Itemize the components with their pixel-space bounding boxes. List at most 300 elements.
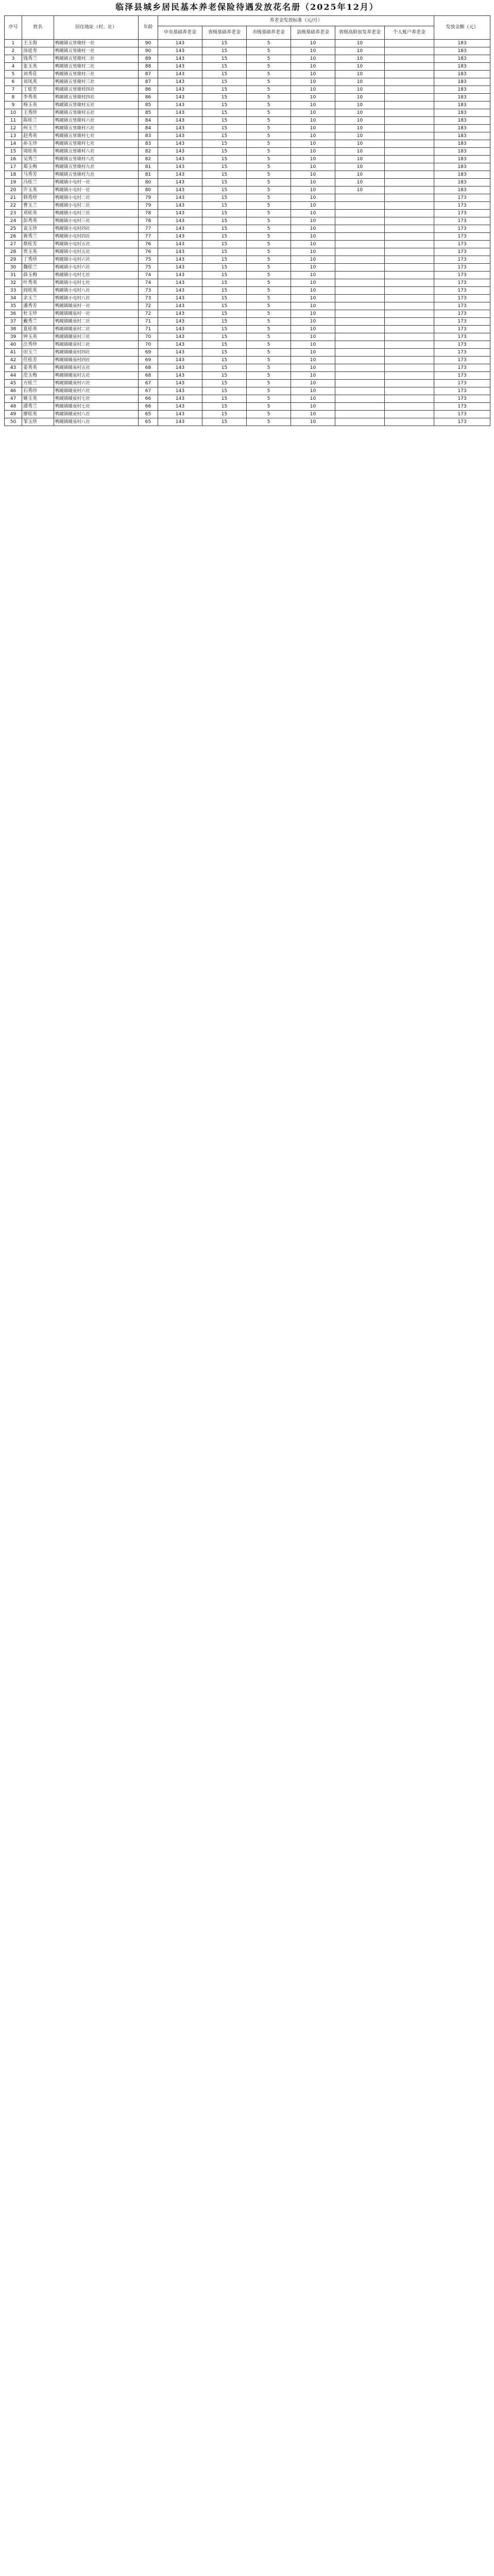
cell-no: 2: [5, 47, 22, 55]
cell-no: 9: [5, 101, 22, 109]
cell-age: 68: [139, 364, 158, 372]
cell-age: 82: [139, 148, 158, 156]
cell-provincial-base: 15: [202, 148, 247, 156]
cell-address: 鸭暖镇暖泉村一社: [54, 302, 139, 310]
table-row: [5, 194, 490, 202]
table-row: [5, 55, 490, 63]
cell-personal-account: [385, 295, 434, 302]
cell-address: 鸭暖镇暖泉村七社: [54, 403, 139, 411]
cell-address: 鸭暖镇小屯村八社: [54, 295, 139, 302]
cell-personal-account: [385, 217, 434, 225]
cell-address: 鸭暖镇暖泉村六社: [54, 387, 139, 395]
cell-city-base: 5: [247, 156, 291, 163]
cell-provincial-base: 15: [202, 241, 247, 248]
cell-personal-account: [385, 341, 434, 349]
cell-age: 65: [139, 418, 158, 426]
cell-city-base: 5: [247, 179, 291, 187]
header-personal-account: 个人账户养老金: [385, 26, 434, 40]
cell-provincial-base: 15: [202, 357, 247, 364]
cell-city-base: 5: [247, 148, 291, 156]
cell-elderly-extra: [335, 333, 385, 341]
cell-address: 鸭暖镇五里墩村四社: [54, 86, 139, 94]
cell-age: 72: [139, 302, 158, 310]
cell-elderly-extra: 10: [335, 55, 385, 63]
table-row: [5, 279, 490, 287]
cell-address: 鸭暖镇暖泉村八社: [54, 418, 139, 426]
table-row: [5, 171, 490, 179]
cell-central-base: 143: [158, 341, 202, 349]
header-provincial-base: 省级基础养老金: [202, 26, 247, 40]
cell-central-base: 143: [158, 302, 202, 310]
cell-county-base: 10: [291, 132, 335, 140]
cell-city-base: 5: [247, 380, 291, 387]
cell-personal-account: [385, 47, 434, 55]
cell-provincial-base: 15: [202, 117, 247, 125]
cell-age: 81: [139, 163, 158, 171]
cell-county-base: 10: [291, 202, 335, 210]
cell-address: 鸭暖镇暖泉村二社: [54, 326, 139, 333]
table-row: [5, 295, 490, 302]
table-row: [5, 357, 490, 364]
cell-total: 173: [434, 225, 490, 233]
cell-personal-account: [385, 248, 434, 256]
table-row: [5, 264, 490, 272]
cell-address: 鸭暖镇五里墩村四社: [54, 94, 139, 101]
cell-city-base: 5: [247, 248, 291, 256]
cell-central-base: 143: [158, 171, 202, 179]
table-row: [5, 101, 490, 109]
cell-name: 蒋秀兰: [22, 233, 54, 241]
cell-elderly-extra: [335, 357, 385, 364]
cell-elderly-extra: [335, 272, 385, 279]
cell-personal-account: [385, 125, 434, 132]
cell-no: 21: [5, 194, 22, 202]
cell-elderly-extra: 10: [335, 63, 385, 71]
cell-city-base: 5: [247, 341, 291, 349]
cell-county-base: 10: [291, 302, 335, 310]
cell-name: 周桂英: [22, 148, 54, 156]
cell-county-base: 10: [291, 395, 335, 403]
cell-city-base: 5: [247, 357, 291, 364]
cell-personal-account: [385, 310, 434, 318]
cell-personal-account: [385, 78, 434, 86]
cell-total: 173: [434, 248, 490, 256]
cell-total: 173: [434, 387, 490, 395]
cell-provincial-base: 15: [202, 171, 247, 179]
table-row: [5, 109, 490, 117]
cell-central-base: 143: [158, 295, 202, 302]
cell-name: 薛玉梅: [22, 272, 54, 279]
cell-provincial-base: 15: [202, 140, 247, 148]
cell-total: 173: [434, 341, 490, 349]
cell-name: 潘秀芳: [22, 302, 54, 310]
cell-central-base: 143: [158, 187, 202, 194]
cell-total: 173: [434, 302, 490, 310]
cell-central-base: 143: [158, 194, 202, 202]
cell-total: 183: [434, 78, 490, 86]
cell-elderly-extra: 10: [335, 179, 385, 187]
cell-elderly-extra: [335, 341, 385, 349]
table-row: [5, 202, 490, 210]
cell-total: 173: [434, 333, 490, 341]
cell-total: 183: [434, 148, 490, 156]
table-row: [5, 333, 490, 341]
table-row: [5, 318, 490, 326]
cell-age: 78: [139, 217, 158, 225]
cell-no: 31: [5, 272, 22, 279]
cell-provincial-base: 15: [202, 47, 247, 55]
cell-county-base: 10: [291, 140, 335, 148]
cell-county-base: 10: [291, 318, 335, 326]
cell-age: 82: [139, 156, 158, 163]
cell-provincial-base: 15: [202, 248, 247, 256]
cell-city-base: 5: [247, 125, 291, 132]
cell-address: 鸭暖镇暖泉村四社: [54, 349, 139, 357]
cell-no: 11: [5, 117, 22, 125]
cell-total: 173: [434, 264, 490, 272]
cell-no: 8: [5, 94, 22, 101]
cell-personal-account: [385, 357, 434, 364]
cell-personal-account: [385, 210, 434, 217]
cell-name: 任桂芳: [22, 357, 54, 364]
cell-city-base: 5: [247, 302, 291, 310]
cell-personal-account: [385, 279, 434, 287]
cell-no: 16: [5, 156, 22, 163]
cell-provincial-base: 15: [202, 349, 247, 357]
table-row: [5, 364, 490, 372]
cell-name: 廖桂英: [22, 411, 54, 418]
cell-central-base: 143: [158, 372, 202, 380]
cell-central-base: 143: [158, 279, 202, 287]
cell-no: 25: [5, 225, 22, 233]
cell-city-base: 5: [247, 403, 291, 411]
document-title: 临泽县城乡居民基本养老保险待遇发放花名册（2025年12月）: [115, 2, 379, 12]
cell-central-base: 143: [158, 125, 202, 132]
cell-age: 79: [139, 194, 158, 202]
cell-county-base: 10: [291, 63, 335, 71]
table-row: [5, 132, 490, 140]
table-row: [5, 63, 490, 71]
cell-address: 鸭暖镇小屯村一社: [54, 187, 139, 194]
cell-elderly-extra: [335, 387, 385, 395]
cell-age: 87: [139, 71, 158, 78]
cell-personal-account: [385, 349, 434, 357]
cell-provincial-base: 15: [202, 156, 247, 163]
cell-total: 173: [434, 287, 490, 295]
cell-city-base: 5: [247, 318, 291, 326]
cell-city-base: 5: [247, 287, 291, 295]
cell-elderly-extra: [335, 418, 385, 426]
cell-age: 76: [139, 248, 158, 256]
cell-name: 姜秀英: [22, 364, 54, 372]
table-row: [5, 387, 490, 395]
cell-name: 郑玉梅: [22, 163, 54, 171]
cell-no: 40: [5, 341, 22, 349]
cell-city-base: 5: [247, 225, 291, 233]
cell-provincial-base: 15: [202, 94, 247, 101]
cell-personal-account: [385, 372, 434, 380]
cell-personal-account: [385, 387, 434, 395]
cell-city-base: 5: [247, 117, 291, 125]
cell-name: 范玉梅: [22, 372, 54, 380]
cell-total: 173: [434, 364, 490, 372]
cell-provincial-base: 15: [202, 194, 247, 202]
table-row: [5, 248, 490, 256]
cell-address: 鸭暖镇小屯村三社: [54, 210, 139, 217]
cell-address: 鸭暖镇小屯村四社: [54, 233, 139, 241]
cell-no: 27: [5, 241, 22, 248]
cell-name: 贾玉英: [22, 248, 54, 256]
cell-age: 88: [139, 63, 158, 71]
cell-no: 18: [5, 171, 22, 179]
cell-city-base: 5: [247, 264, 291, 272]
cell-elderly-extra: 10: [335, 156, 385, 163]
cell-central-base: 143: [158, 272, 202, 279]
cell-city-base: 5: [247, 395, 291, 403]
cell-personal-account: [385, 194, 434, 202]
cell-county-base: 10: [291, 225, 335, 233]
cell-county-base: 10: [291, 264, 335, 272]
cell-no: 1: [5, 40, 22, 47]
cell-city-base: 5: [247, 241, 291, 248]
cell-elderly-extra: [335, 364, 385, 372]
cell-elderly-extra: 10: [335, 132, 385, 140]
cell-county-base: 10: [291, 272, 335, 279]
cell-no: 14: [5, 140, 22, 148]
cell-total: 173: [434, 418, 490, 426]
cell-no: 41: [5, 349, 22, 357]
cell-city-base: 5: [247, 295, 291, 302]
cell-name: 田玉兰: [22, 349, 54, 357]
cell-address: 鸭暖镇五里墩村九社: [54, 163, 139, 171]
cell-name: 袁玉珍: [22, 225, 54, 233]
header-elderly-extra: 省级高龄加发养老金: [335, 26, 385, 40]
table-row: [5, 78, 490, 86]
cell-no: 32: [5, 279, 22, 287]
cell-age: 85: [139, 101, 158, 109]
cell-elderly-extra: [335, 202, 385, 210]
cell-name: 邓桂英: [22, 210, 54, 217]
cell-age: 65: [139, 411, 158, 418]
cell-central-base: 143: [158, 241, 202, 248]
cell-central-base: 143: [158, 256, 202, 264]
cell-name: 刘秀花: [22, 71, 54, 78]
cell-elderly-extra: [335, 326, 385, 333]
cell-personal-account: [385, 256, 434, 264]
cell-name: 钱秀兰: [22, 55, 54, 63]
cell-age: 69: [139, 357, 158, 364]
cell-no: 30: [5, 264, 22, 272]
cell-address: 鸭暖镇暖泉村二社: [54, 318, 139, 326]
cell-address: 鸭暖镇小屯村七社: [54, 279, 139, 287]
cell-elderly-extra: 10: [335, 86, 385, 94]
cell-address: 鸭暖镇暖泉村三社: [54, 341, 139, 349]
cell-city-base: 5: [247, 55, 291, 63]
cell-provincial-base: 15: [202, 71, 247, 78]
cell-city-base: 5: [247, 279, 291, 287]
cell-central-base: 143: [158, 163, 202, 171]
table-row: [5, 125, 490, 132]
cell-county-base: 10: [291, 333, 335, 341]
cell-address: 鸭暖镇小屯村六社: [54, 264, 139, 272]
cell-age: 83: [139, 140, 158, 148]
cell-no: 6: [5, 78, 22, 86]
cell-city-base: 5: [247, 387, 291, 395]
cell-provincial-base: 15: [202, 179, 247, 187]
cell-personal-account: [385, 140, 434, 148]
cell-total: 173: [434, 241, 490, 248]
cell-provincial-base: 15: [202, 55, 247, 63]
cell-central-base: 143: [158, 156, 202, 163]
table-row: [5, 140, 490, 148]
cell-elderly-extra: [335, 403, 385, 411]
cell-name: 丁秀珍: [22, 256, 54, 264]
cell-personal-account: [385, 94, 434, 101]
cell-total: 173: [434, 310, 490, 318]
cell-city-base: 5: [247, 109, 291, 117]
cell-central-base: 143: [158, 418, 202, 426]
cell-provincial-base: 15: [202, 287, 247, 295]
cell-city-base: 5: [247, 210, 291, 217]
cell-personal-account: [385, 86, 434, 94]
cell-county-base: 10: [291, 55, 335, 63]
cell-personal-account: [385, 411, 434, 418]
cell-no: 49: [5, 411, 22, 418]
cell-age: 71: [139, 326, 158, 333]
cell-address: 鸭暖镇小屯村二社: [54, 194, 139, 202]
cell-name: 谭秀兰: [22, 403, 54, 411]
cell-address: 鸭暖镇五里墩村八社: [54, 156, 139, 163]
cell-elderly-extra: 10: [335, 117, 385, 125]
cell-no: 13: [5, 132, 22, 140]
cell-name: 何玉兰: [22, 125, 54, 132]
cell-age: 66: [139, 403, 158, 411]
cell-name: 曹玉兰: [22, 202, 54, 210]
cell-no: 26: [5, 233, 22, 241]
cell-no: 50: [5, 418, 22, 426]
cell-elderly-extra: 10: [335, 140, 385, 148]
cell-central-base: 143: [158, 395, 202, 403]
cell-address: 鸭暖镇暖泉村八社: [54, 411, 139, 418]
table-row: [5, 47, 490, 55]
cell-central-base: 143: [158, 248, 202, 256]
cell-total: 173: [434, 326, 490, 333]
cell-no: 47: [5, 395, 22, 403]
table-row: [5, 40, 490, 47]
cell-age: 74: [139, 272, 158, 279]
cell-central-base: 143: [158, 217, 202, 225]
cell-provincial-base: 15: [202, 341, 247, 349]
cell-personal-account: [385, 241, 434, 248]
table-row: [5, 256, 490, 264]
cell-elderly-extra: [335, 380, 385, 387]
cell-address: 鸭暖镇小屯村五社: [54, 248, 139, 256]
cell-county-base: 10: [291, 233, 335, 241]
cell-name: 陈桂兰: [22, 117, 54, 125]
cell-age: 77: [139, 233, 158, 241]
cell-personal-account: [385, 333, 434, 341]
cell-personal-account: [385, 233, 434, 241]
cell-provincial-base: 15: [202, 78, 247, 86]
cell-no: 37: [5, 318, 22, 326]
cell-personal-account: [385, 302, 434, 310]
cell-elderly-extra: [335, 310, 385, 318]
cell-county-base: 10: [291, 194, 335, 202]
cell-county-base: 10: [291, 171, 335, 179]
cell-county-base: 10: [291, 148, 335, 156]
cell-personal-account: [385, 163, 434, 171]
cell-elderly-extra: [335, 318, 385, 326]
cell-elderly-extra: [335, 372, 385, 380]
cell-age: 67: [139, 387, 158, 395]
cell-elderly-extra: 10: [335, 78, 385, 86]
cell-city-base: 5: [247, 310, 291, 318]
header-standard-group: 养老金发放标准（元/月）: [158, 16, 434, 26]
table-row: [5, 225, 490, 233]
cell-central-base: 143: [158, 387, 202, 395]
cell-name: 阎桂英: [22, 287, 54, 295]
cell-no: 19: [5, 179, 22, 187]
cell-total: 173: [434, 411, 490, 418]
cell-city-base: 5: [247, 132, 291, 140]
cell-total: 173: [434, 272, 490, 279]
cell-central-base: 143: [158, 264, 202, 272]
cell-city-base: 5: [247, 163, 291, 171]
cell-city-base: 5: [247, 71, 291, 78]
cell-county-base: 10: [291, 349, 335, 357]
table-row: [5, 241, 490, 248]
cell-personal-account: [385, 202, 434, 210]
cell-name: 赵秀英: [22, 132, 54, 140]
cell-no: 38: [5, 326, 22, 333]
cell-no: 35: [5, 302, 22, 310]
cell-total: 173: [434, 295, 490, 302]
cell-name: 王秀珍: [22, 109, 54, 117]
cell-central-base: 143: [158, 357, 202, 364]
cell-name: 戴秀兰: [22, 318, 54, 326]
cell-county-base: 10: [291, 94, 335, 101]
cell-central-base: 143: [158, 117, 202, 125]
cell-elderly-extra: [335, 241, 385, 248]
cell-personal-account: [385, 395, 434, 403]
cell-total: 173: [434, 357, 490, 364]
cell-county-base: 10: [291, 326, 335, 333]
cell-age: 73: [139, 287, 158, 295]
cell-no: 4: [5, 63, 22, 71]
cell-address: 鸭暖镇小屯村二社: [54, 202, 139, 210]
cell-central-base: 143: [158, 148, 202, 156]
cell-age: 69: [139, 349, 158, 357]
cell-central-base: 143: [158, 94, 202, 101]
cell-central-base: 143: [158, 411, 202, 418]
cell-elderly-extra: 10: [335, 163, 385, 171]
cell-total: 173: [434, 318, 490, 326]
table-row: [5, 210, 490, 217]
cell-elderly-extra: [335, 287, 385, 295]
cell-age: 81: [139, 171, 158, 179]
cell-age: 75: [139, 264, 158, 272]
cell-central-base: 143: [158, 225, 202, 233]
cell-personal-account: [385, 156, 434, 163]
cell-total: 183: [434, 86, 490, 94]
cell-provincial-base: 15: [202, 109, 247, 117]
cell-city-base: 5: [247, 194, 291, 202]
table-row: [5, 326, 490, 333]
table-row: [5, 341, 490, 349]
cell-no: 44: [5, 372, 22, 380]
cell-central-base: 143: [158, 47, 202, 55]
cell-age: 72: [139, 310, 158, 318]
